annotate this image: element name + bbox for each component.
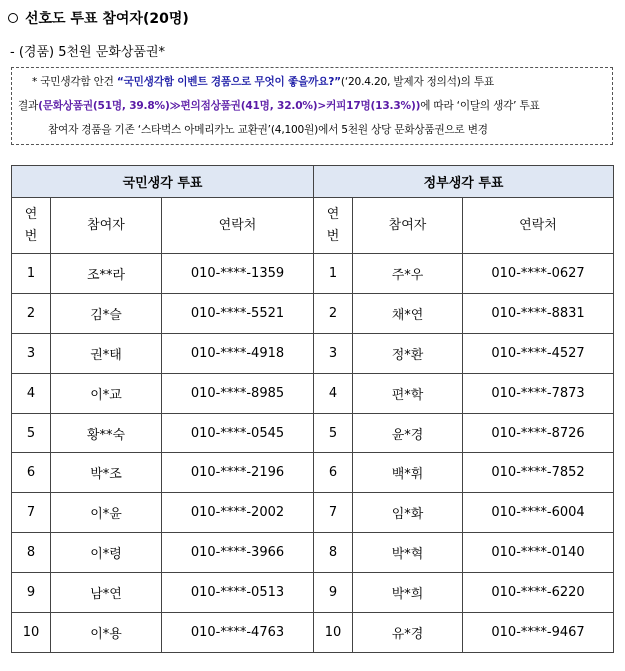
- participant-name: 편*학: [353, 373, 463, 413]
- contact-number: 010-****-6004: [463, 493, 614, 533]
- participant-name: 유*경: [353, 613, 463, 653]
- contact-number: 010-****-4763: [162, 613, 314, 653]
- notice-line-1: [18, 70, 606, 94]
- row-number: 1: [314, 254, 353, 294]
- participant-name: 백*휘: [353, 453, 463, 493]
- participant-name: 이*령: [51, 533, 162, 573]
- row-number: 2: [12, 293, 51, 333]
- contact-number: 010-****-8726: [463, 413, 614, 453]
- participant-name: 권*태: [51, 333, 162, 373]
- contact-number: 010-****-0140: [463, 533, 614, 573]
- participant-name: 황**숙: [51, 413, 162, 453]
- contact-number: 010-****-1359: [162, 254, 314, 294]
- participant-name: 이*용: [51, 613, 162, 653]
- row-number: 6: [12, 453, 51, 493]
- participant-name: 윤*경: [353, 413, 463, 453]
- contact-number: 010-****-2002: [162, 493, 314, 533]
- row-number: 6: [314, 453, 353, 493]
- col-header-no: 연번: [314, 198, 353, 254]
- col-header-contact: 연락처: [463, 198, 614, 254]
- row-number: 5: [314, 413, 353, 453]
- row-number: 1: [12, 254, 51, 294]
- table-row: [12, 413, 614, 453]
- table-row: [12, 373, 614, 413]
- row-number: 3: [314, 333, 353, 373]
- participant-name: 정*환: [353, 333, 463, 373]
- row-number: 7: [314, 493, 353, 533]
- col-header-no: 연번: [12, 198, 51, 254]
- contact-number: 010-****-7873: [463, 373, 614, 413]
- contact-number: 010-****-6220: [463, 573, 614, 613]
- table-row: [12, 533, 614, 573]
- contact-number: 010-****-4527: [463, 333, 614, 373]
- participant-name: 주*우: [353, 254, 463, 294]
- contact-number: 010-****-0513: [162, 573, 314, 613]
- row-number: 8: [314, 533, 353, 573]
- group-header-government: 정부생각 투표: [314, 166, 614, 198]
- notice-box: [11, 67, 613, 145]
- notice-line-3: 참여자 경품을 기존 ‘스타벅스 아메리카노 교환권’(4,100원)에서 5천원 상당 문화상품권으로 변경: [48, 124, 488, 136]
- row-number: 4: [314, 373, 353, 413]
- row-number: 2: [314, 293, 353, 333]
- notice-agenda-title: “국민생각함 이벤트 경품으로 무엇이 좋을까요?”: [116, 76, 341, 88]
- prize-line: - (경품) 5천원 문화상품권*: [10, 45, 166, 60]
- contact-number: 010-****-9467: [463, 613, 614, 653]
- notice-line-1-a: * 국민생각함 안건: [32, 76, 117, 88]
- row-number: 10: [12, 613, 51, 653]
- row-number: 7: [12, 493, 51, 533]
- page-title: [8, 8, 189, 28]
- row-number: 9: [12, 573, 51, 613]
- contact-number: 010-****-7852: [463, 453, 614, 493]
- row-number: 3: [12, 333, 51, 373]
- notice-line-2-c: 에 따라 ‘이달의 생각’ 투표: [420, 100, 540, 112]
- contact-number: 010-****-0545: [162, 413, 314, 453]
- contact-number: 010-****-4918: [162, 333, 314, 373]
- table-row: [12, 453, 614, 493]
- participant-name: 조**라: [51, 254, 162, 294]
- participant-name: 김*슬: [51, 293, 162, 333]
- notice-line-1-c: (‘20.4.20, 발제자 정의석)의 투표: [340, 76, 494, 88]
- contact-number: 010-****-3966: [162, 533, 314, 573]
- group-header-citizen: 국민생각 투표: [12, 166, 314, 198]
- contact-number: 010-****-5521: [162, 293, 314, 333]
- row-number: 8: [12, 533, 51, 573]
- row-number: 10: [314, 613, 353, 653]
- table-row: [12, 613, 614, 653]
- contact-number: 010-****-2196: [162, 453, 314, 493]
- participant-name: 임*화: [353, 493, 463, 533]
- table-row: [12, 573, 614, 613]
- row-number: 4: [12, 373, 51, 413]
- notice-vote-result: (문화상품권(51명, 39.8%)≫편의점상품권(41명, 32.0%)>커피17명(13.3%)): [38, 100, 421, 112]
- circle-bullet-icon: [8, 13, 18, 23]
- page-title-text: 선호도 투표 참여자(20명): [25, 11, 189, 27]
- table-row: [12, 333, 614, 373]
- participant-name: 박*혁: [353, 533, 463, 573]
- participant-name: 이*윤: [51, 493, 162, 533]
- participant-name: 채*연: [353, 293, 463, 333]
- table-row: [12, 293, 614, 333]
- participant-name: 박*희: [353, 573, 463, 613]
- contact-number: 010-****-0627: [463, 254, 614, 294]
- contact-number: 010-****-8985: [162, 373, 314, 413]
- table-row: [12, 493, 614, 533]
- contact-number: 010-****-8831: [463, 293, 614, 333]
- col-header-contact: 연락처: [162, 198, 314, 254]
- participant-name: 남*연: [51, 573, 162, 613]
- row-number: 5: [12, 413, 51, 453]
- notice-line-2: [18, 94, 606, 118]
- col-header-participant: 참여자: [353, 198, 463, 254]
- notice-line-2-a: 결과: [18, 100, 39, 112]
- row-number: 9: [314, 573, 353, 613]
- participant-name: 이*교: [51, 373, 162, 413]
- participants-table: [11, 165, 614, 653]
- table-row: [12, 254, 614, 294]
- participant-name: 박*조: [51, 453, 162, 493]
- col-header-participant: 참여자: [51, 198, 162, 254]
